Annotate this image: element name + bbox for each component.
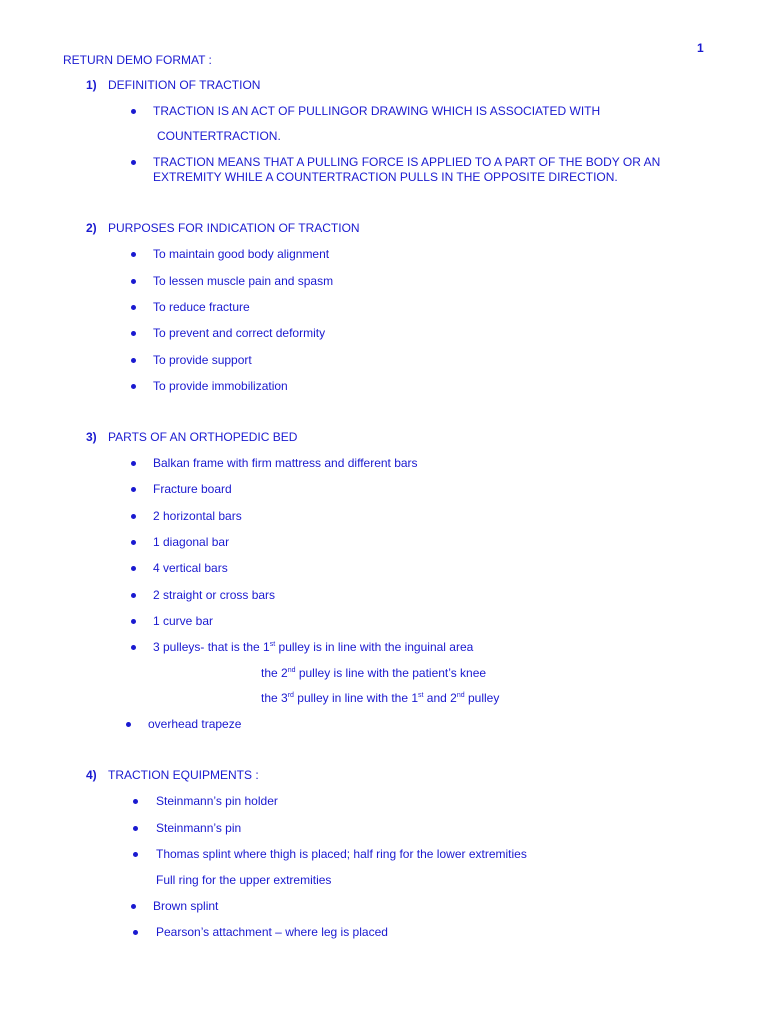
section-3-heading: PARTS OF AN ORTHOPEDIC BED [108, 430, 298, 444]
purpose-item: To prevent and correct deformity [153, 326, 326, 340]
section-2-heading: PURPOSES FOR INDICATION OF TRACTION [108, 221, 360, 235]
bullet-icon [131, 461, 136, 466]
bed-part-item: 1 diagonal bar [153, 535, 230, 549]
bullet-icon [131, 904, 136, 909]
section-1-number: 1) [86, 78, 97, 92]
purpose-item: To provide support [153, 353, 252, 367]
section-4-number: 4) [86, 768, 97, 782]
purpose-item: To maintain good body alignment [153, 247, 330, 261]
bed-part-item: 4 vertical bars [153, 561, 228, 575]
definition-1-line-2: COUNTERTRACTION. [157, 129, 281, 143]
bullet-icon [131, 540, 136, 545]
bullet-icon [133, 852, 138, 857]
bullet-icon [131, 593, 136, 598]
definition-2-line-2: EXTREMITY WHILE A COUNTERTRACTION PULLS IN THE OPPOSITE DIRECTION. [153, 170, 618, 184]
bullet-icon [131, 645, 136, 650]
bullet-icon [131, 514, 136, 519]
bullet-icon [133, 930, 138, 935]
equipment-item-continuation: Full ring for the upper extremities [156, 873, 332, 887]
bullet-icon [131, 305, 136, 310]
equipment-item: Steinmann’s pin [156, 821, 242, 835]
bullet-icon [131, 566, 136, 571]
equipment-item: Brown splint [153, 899, 219, 913]
section-1-heading: DEFINITION OF TRACTION [108, 78, 261, 92]
bullet-icon [131, 252, 136, 257]
bullet-icon [131, 279, 136, 284]
section-2-number: 2) [86, 221, 97, 235]
pulley-line-1: 3 pulleys- that is the 1st pulley is in line with the inguinal area [153, 640, 474, 654]
page-number: 1 [697, 41, 704, 55]
purpose-item: To lessen muscle pain and spasm [153, 274, 334, 288]
bullet-icon [133, 799, 138, 804]
purpose-item: To reduce fracture [153, 300, 250, 314]
bed-part-item: 1 curve bar [153, 614, 214, 628]
bullet-icon [131, 619, 136, 624]
bed-part-item: Fracture board [153, 482, 232, 496]
bullet-icon [133, 826, 138, 831]
equipment-item: Steinmann’s pin holder [156, 794, 278, 808]
bullet-icon [126, 722, 131, 727]
equipment-item: Pearson’s attachment – where leg is placed [156, 925, 388, 939]
bullet-icon [131, 160, 136, 165]
bed-part-trapeze: overhead trapeze [148, 717, 242, 731]
section-4-heading: TRACTION EQUIPMENTS : [108, 768, 259, 782]
purpose-item: To provide immobilization [153, 379, 288, 393]
pulley-line-3: the 3rd pulley in line with the 1st and 2nd pulley [261, 691, 500, 705]
equipment-item: Thomas splint where thigh is placed; half ring for the lower extremities [156, 847, 527, 861]
bullet-icon [131, 109, 136, 114]
bullet-icon [131, 358, 136, 363]
bed-part-item: 2 horizontal bars [153, 509, 242, 523]
bed-part-item: Balkan frame with firm mattress and different bars [153, 456, 418, 470]
bullet-icon [131, 384, 136, 389]
section-3-number: 3) [86, 430, 97, 444]
definition-2-line-1: TRACTION MEANS THAT A PULLING FORCE IS APPLIED TO A PART OF THE BODY OR AN [153, 155, 661, 169]
definition-1-line-1: TRACTION IS AN ACT OF PULLINGOR DRAWING WHICH IS ASSOCIATED WITH [153, 104, 601, 118]
pulley-line-2: the 2nd pulley is line with the patient’s knee [261, 666, 487, 680]
document-title: RETURN DEMO FORMAT : [63, 53, 212, 67]
bullet-icon [131, 331, 136, 336]
bed-part-item: 2 straight or cross bars [153, 588, 276, 602]
bullet-icon [131, 487, 136, 492]
